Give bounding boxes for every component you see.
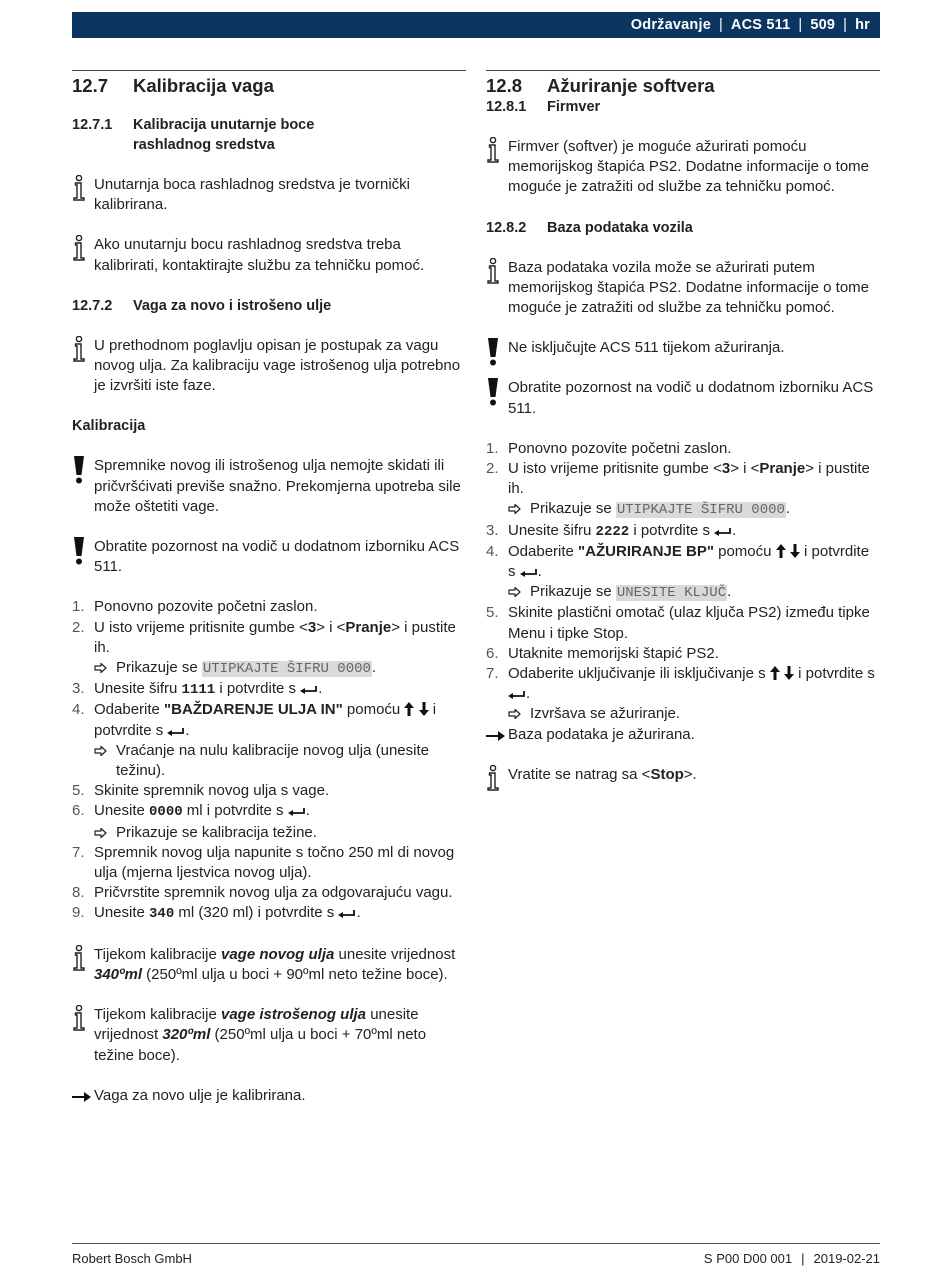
- step-result: [486, 704, 880, 724]
- info-text: Baza podataka vozila može se ažurirati putem memorijskog štapića PS2. Dodatne informacije o tome moguće je zatražiti od službe za tehničku pomoć.: [508, 258, 869, 317]
- info-icon: [72, 945, 86, 971]
- result-text: Prikazuje se UTIPKAJTE ŠIFRU 0000.: [530, 500, 791, 519]
- info-text: U prethodnom poglavlju opisan je postupak za vagu novog ulja. Za kalibraciju vage istrošenog ulja potrebno je izvršiti iste faze.: [94, 336, 461, 395]
- step-item: [486, 521, 880, 542]
- step-text: Pričvrstite spremnik novog ulja za odgovarajuću vagu.: [94, 884, 453, 902]
- step-text: Ponovno pozovite početni zaslon.: [94, 598, 318, 616]
- procedure-steps: [72, 597, 466, 924]
- section-title: [72, 75, 466, 97]
- info-note: [72, 336, 466, 397]
- subsection-number: 12.7.1: [72, 117, 113, 133]
- code-value: 0000: [149, 804, 183, 821]
- final-result: [486, 725, 880, 745]
- subsection-title-text: [133, 115, 314, 155]
- step-number: 4.: [486, 542, 499, 560]
- subsection-title-text: Vaga za novo i istrošeno ulje: [133, 297, 332, 314]
- arrow-up-icon: [776, 544, 786, 558]
- step-number: 8.: [72, 884, 85, 902]
- right-column: [486, 70, 880, 785]
- enter-key-icon: [714, 527, 732, 537]
- step-item: [72, 597, 466, 617]
- info-note: [72, 235, 466, 275]
- result-arrow-icon: [94, 746, 107, 756]
- final-result: [72, 1086, 466, 1106]
- step-text: U isto vrijeme pritisnite gumbe <3> i <Pranje> i pustite ih.: [94, 618, 456, 656]
- final-result-text: Vaga za novo ulje je kalibrirana.: [94, 1086, 306, 1104]
- section-number: 12.8: [486, 75, 523, 96]
- subsection-title: [72, 115, 466, 155]
- step-number: 3.: [72, 680, 85, 698]
- step-item: [72, 801, 466, 822]
- header-separator: |: [798, 17, 803, 33]
- arrow-down-icon: [790, 544, 800, 558]
- footer-doc-number: S P00 D00 001: [703, 1251, 793, 1266]
- step-text: Unesite 340 ml (320 ml) i potvrdite s .: [94, 904, 361, 923]
- warning-text: Obratite pozornost na vodič u dodatnom izborniku ACS 511.: [508, 379, 874, 417]
- footer-separator: |: [801, 1251, 805, 1266]
- result-arrow-icon: [508, 709, 521, 719]
- step-number: 6.: [72, 802, 85, 820]
- step-number: 2.: [72, 618, 85, 636]
- info-icon: [486, 258, 500, 284]
- step-item: [72, 843, 466, 883]
- subsection-title-line: rashladnog sredstva: [133, 137, 275, 153]
- arrow-down-icon: [784, 666, 794, 680]
- info-note: [486, 258, 880, 319]
- step-result: [486, 499, 880, 520]
- subsection-number: 12.7.2: [72, 297, 113, 314]
- info-icon: [486, 765, 500, 791]
- step-item: [486, 439, 880, 459]
- section-title-text: Ažuriranje softvera: [547, 75, 715, 96]
- header-language: hr: [855, 17, 870, 33]
- step-text: U isto vrijeme pritisnite gumbe <3> i <Pranje> i pustite ih.: [508, 460, 870, 498]
- result-arrow-icon: [94, 828, 107, 838]
- subsection-title-text: Baza podataka vozila: [547, 219, 693, 236]
- step-number: 4.: [72, 701, 85, 719]
- footer-date: 2019-02-21: [813, 1251, 880, 1266]
- info-note: [72, 1005, 466, 1066]
- header-separator: |: [843, 17, 848, 33]
- step-item: [72, 618, 466, 658]
- header-product: ACS 511: [730, 17, 791, 33]
- result-text: Vraćanje na nulu kalibracije novog ulja (unesite težinu).: [116, 741, 429, 780]
- step-item: [486, 603, 880, 643]
- arrow-up-icon: [770, 666, 780, 680]
- result-text: Prikazuje se UTIPKAJTE ŠIFRU 0000.: [116, 659, 377, 678]
- step-text: Ponovno pozovite početni zaslon.: [508, 439, 732, 457]
- warning-text: Ne isključujte ACS 511 tijekom ažuriranja.: [508, 339, 785, 357]
- step-item: [486, 644, 880, 664]
- page-header: [72, 12, 880, 38]
- result-text: Prikazuje se kalibracija težine.: [116, 823, 317, 841]
- step-text: Unesite šifru 2222 i potvrdite s .: [508, 521, 737, 540]
- info-icon: [486, 137, 500, 163]
- subsection-title: [486, 97, 880, 117]
- step-number: 5.: [72, 782, 85, 800]
- step-item: [72, 679, 466, 700]
- info-icon: [72, 175, 86, 201]
- section-rule: [72, 70, 466, 71]
- info-text: Tijekom kalibracije vage istrošenog ulja unesite vrijednost 320ºml (250ºml ulja u boci + 70ºml neto težine boce).: [94, 1006, 427, 1064]
- step-text: Odaberite uključivanje ili isključivanje s i potvrdite s .: [508, 665, 875, 703]
- step-item: [486, 664, 880, 704]
- enter-key-icon: [520, 568, 538, 578]
- info-note: [486, 137, 880, 198]
- step-number: 1.: [486, 439, 499, 457]
- step-text: Utaknite memorijski štapić PS2.: [508, 644, 719, 662]
- step-number: 6.: [486, 644, 499, 662]
- warning-text: Spremnike novog ili istrošenog ulja nemojte skidati ili pričvršćivati previše snažno. Prekomjerna upotreba sile može oštetiti vage.: [94, 457, 461, 515]
- warning-note: [486, 338, 880, 358]
- step-text: Unesite 0000 ml i potvrdite s .: [94, 802, 310, 821]
- step-number: 9.: [72, 904, 85, 922]
- step-result: [72, 741, 466, 781]
- subsection-title: [486, 218, 880, 238]
- header-section: Održavanje: [630, 17, 711, 33]
- step-text: Spremnik novog ulja napunite s točno 250 ml di novog ulja (mjerna ljestvica novog ulja).: [94, 843, 455, 882]
- arrow-up-icon: [404, 702, 414, 716]
- enter-key-icon: [288, 807, 306, 817]
- info-text: Ako unutarnju bocu rashladnog sredstva treba kalibrirati, kontaktirajte službu za tehničku pomoć.: [94, 236, 425, 274]
- info-icon: [72, 235, 86, 261]
- warning-note: [72, 456, 466, 517]
- result-arrow-icon: [72, 1091, 92, 1103]
- final-result-text: Baza podataka je ažurirana.: [508, 725, 695, 743]
- info-text: Firmver (softver) je moguće ažurirati pomoću memorijskog štapića PS2. Dodatne informacije o tome moguće je zatražiti od službe za tehničku pomoć.: [508, 138, 869, 196]
- code-value: 340: [149, 906, 175, 923]
- display-text: UNESITE KLJUČ: [616, 585, 727, 602]
- result-arrow-icon: [94, 663, 107, 673]
- warning-note: [72, 537, 466, 577]
- subsection-number: 12.8.1: [486, 99, 527, 115]
- display-text: UTIPKAJTE ŠIFRU 0000: [616, 502, 785, 519]
- info-note: [486, 765, 880, 785]
- step-result: [72, 658, 466, 679]
- warning-icon: [73, 456, 85, 484]
- warning-text: Obratite pozornost na vodič u dodatnom izborniku ACS 511.: [94, 538, 460, 576]
- step-text: Odaberite "AŽURIRANJE BP" pomoću i potvrdite s .: [508, 542, 870, 581]
- step-number: 5.: [486, 604, 499, 622]
- footer-company: Robert Bosch GmbH: [72, 1251, 192, 1266]
- footer-doc-info: [704, 1251, 880, 1266]
- result-arrow-icon: [486, 730, 506, 742]
- step-result: [486, 582, 880, 603]
- code-value: 2222: [595, 523, 630, 540]
- result-arrow-icon: [508, 504, 521, 514]
- enter-key-icon: [300, 685, 318, 695]
- display-text: UTIPKAJTE ŠIFRU 0000: [202, 661, 371, 678]
- left-column: [72, 70, 466, 1106]
- step-item: [72, 883, 466, 903]
- subsection-number: 12.8.2: [486, 219, 527, 236]
- section-rule: [486, 70, 880, 71]
- subheading-kalibracija: Kalibracija: [72, 418, 146, 435]
- step-number: 7.: [72, 843, 85, 861]
- warning-note: [486, 378, 880, 418]
- step-text: Unesite šifru 1111 i potvrdite s .: [94, 680, 323, 699]
- step-text: Skinite spremnik novog ulja s vage.: [94, 782, 330, 800]
- step-number: 1.: [72, 598, 85, 616]
- step-number: 2.: [486, 460, 499, 478]
- info-note: [72, 175, 466, 215]
- enter-key-icon: [338, 909, 356, 919]
- warning-icon: [73, 537, 85, 565]
- section-title: [486, 75, 880, 97]
- step-text: Skinite plastični omotač (ulaz ključa PS2) između tipke Menu i tipke Stop.: [508, 604, 870, 642]
- header-separator: |: [718, 17, 723, 33]
- procedure-steps: [486, 439, 880, 725]
- step-item: [486, 542, 880, 582]
- step-item: [72, 781, 466, 801]
- result-text: Izvršava se ažuriranje.: [530, 705, 681, 723]
- info-icon: [72, 1005, 86, 1031]
- info-text: Vratite se natrag sa <Stop>.: [508, 765, 697, 783]
- section-number: 12.7: [72, 75, 109, 96]
- subsection-title-text: Firmver: [547, 99, 601, 115]
- warning-icon: [487, 338, 499, 366]
- step-text: Odaberite "BAŽDARENJE ULJA IN" pomoću i potvrdite s .: [94, 701, 437, 739]
- enter-key-icon: [508, 690, 526, 700]
- header-page-number: 509: [810, 17, 836, 33]
- info-text: Tijekom kalibracije vage novog ulja unesite vrijednost 340ºml (250ºml ulja u boci + 90ºml neto težine boce).: [94, 945, 456, 983]
- info-icon: [72, 336, 86, 362]
- result-arrow-icon: [508, 587, 521, 597]
- step-item: [72, 700, 466, 740]
- info-text: Unutarnja boca rashladnog sredstva je tvornički kalibrirana.: [94, 176, 411, 214]
- enter-key-icon: [167, 727, 185, 737]
- result-text: Prikazuje se UNESITE KLJUČ.: [530, 583, 732, 602]
- step-item: [72, 903, 466, 924]
- step-result: [72, 823, 466, 843]
- step-number: 7.: [486, 665, 499, 683]
- warning-icon: [487, 378, 499, 406]
- subsection-title-line: Kalibracija unutarnje boce: [133, 117, 315, 133]
- info-note: [72, 945, 466, 985]
- arrow-down-icon: [419, 702, 429, 716]
- footer-rule: [72, 1243, 880, 1244]
- step-number: 3.: [486, 521, 499, 539]
- code-value: 1111: [181, 682, 216, 699]
- step-item: [486, 459, 880, 499]
- subsection-title: [72, 296, 466, 316]
- section-title-text: Kalibracija vaga: [133, 75, 274, 96]
